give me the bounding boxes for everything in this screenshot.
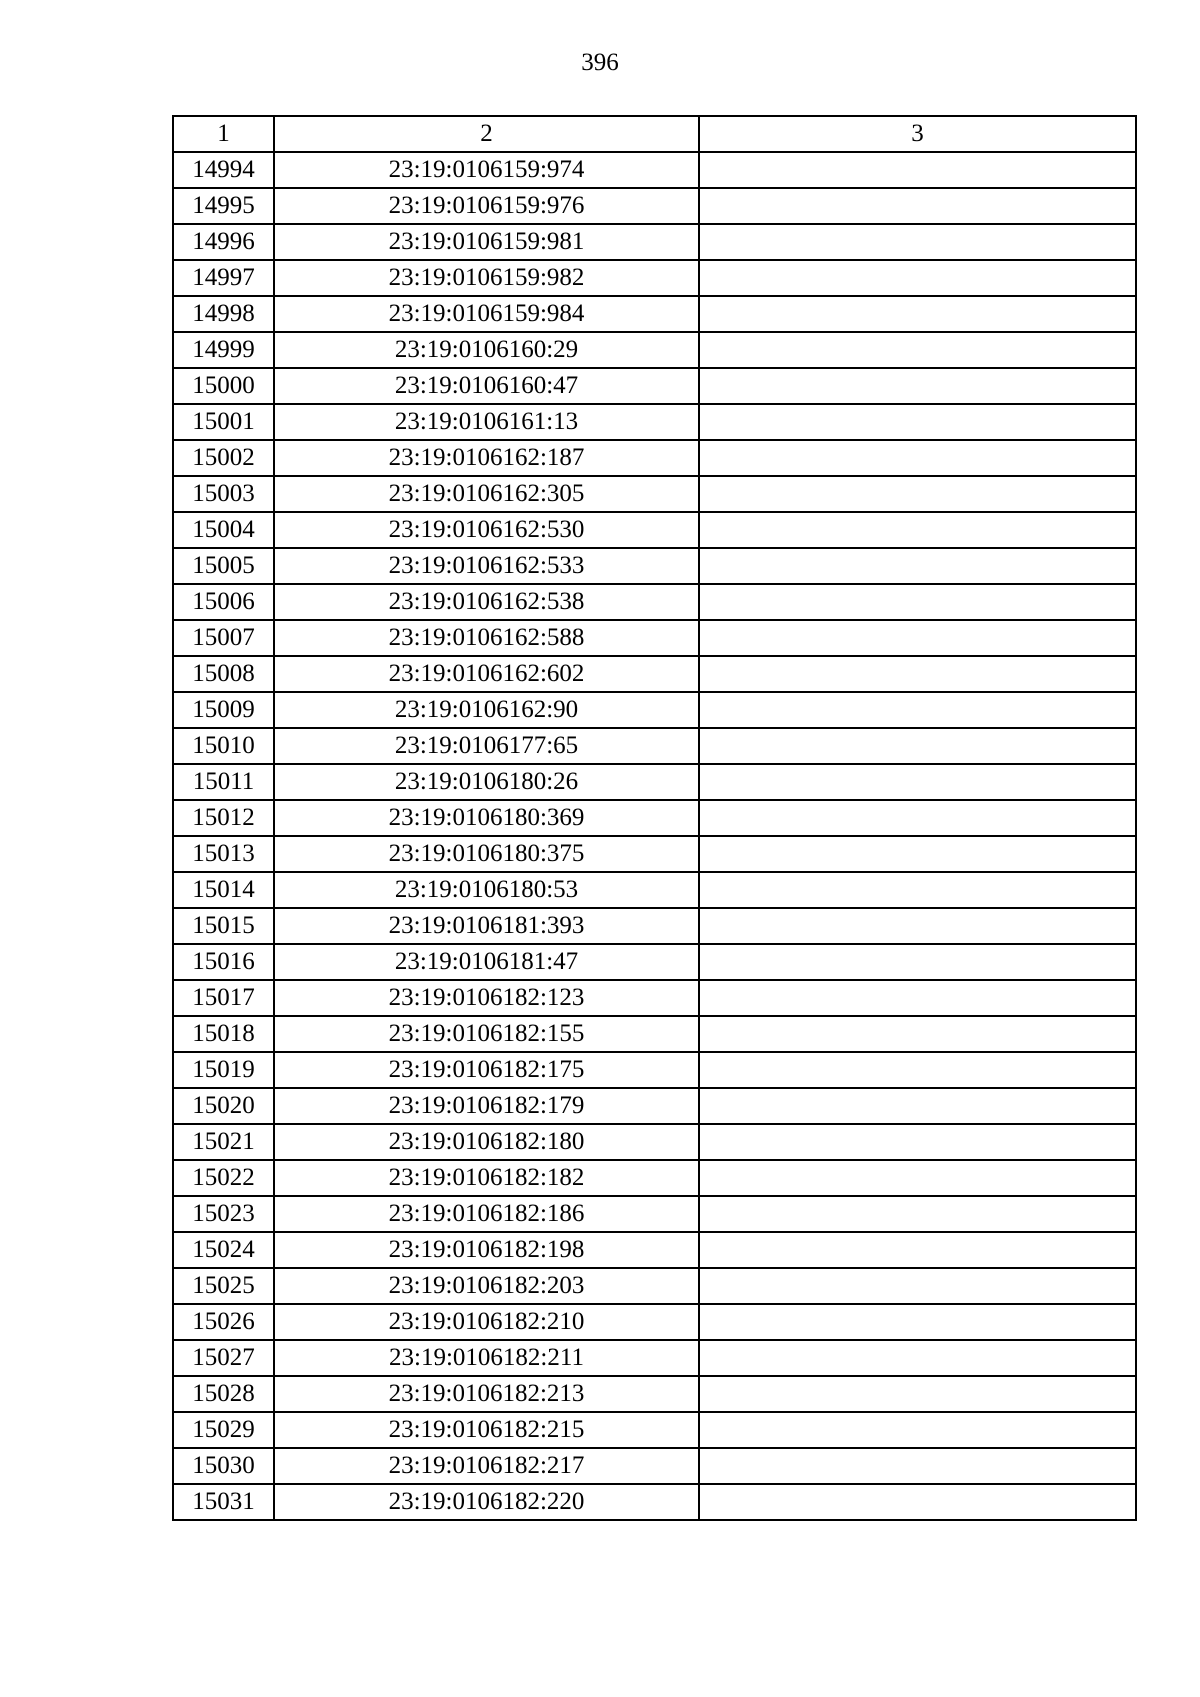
row-number-cell: 15022	[173, 1160, 274, 1196]
row-number-cell: 15019	[173, 1052, 274, 1088]
note-cell	[699, 332, 1136, 368]
note-cell	[699, 1376, 1136, 1412]
cadastral-number-cell: 23:19:0106182:210	[274, 1304, 699, 1340]
note-cell	[699, 1124, 1136, 1160]
cadastral-number-cell: 23:19:0106180:375	[274, 836, 699, 872]
table-header	[173, 116, 1136, 152]
table-row	[173, 800, 1136, 836]
note-cell	[699, 260, 1136, 296]
table-row	[173, 404, 1136, 440]
row-number-cell: 15015	[173, 908, 274, 944]
note-cell	[699, 1160, 1136, 1196]
note-cell	[699, 728, 1136, 764]
table-row	[173, 1160, 1136, 1196]
row-number-cell: 15009	[173, 692, 274, 728]
table-body	[173, 152, 1136, 1520]
cadastral-number-cell: 23:19:0106161:13	[274, 404, 699, 440]
row-number-cell: 15008	[173, 656, 274, 692]
row-number-cell: 15030	[173, 1448, 274, 1484]
table-row	[173, 764, 1136, 800]
note-cell	[699, 980, 1136, 1016]
row-number-cell: 14995	[173, 188, 274, 224]
table-row	[173, 1196, 1136, 1232]
cadastral-number-cell: 23:19:0106182:220	[274, 1484, 699, 1520]
cadastral-number-cell: 23:19:0106162:187	[274, 440, 699, 476]
note-cell	[699, 512, 1136, 548]
table-row	[173, 1340, 1136, 1376]
table-row	[173, 728, 1136, 764]
note-cell	[699, 1412, 1136, 1448]
table-row	[173, 1376, 1136, 1412]
table-row	[173, 476, 1136, 512]
cadastral-number-cell: 23:19:0106162:588	[274, 620, 699, 656]
note-cell	[699, 368, 1136, 404]
table-row	[173, 440, 1136, 476]
row-number-cell: 15014	[173, 872, 274, 908]
cadastral-number-cell: 23:19:0106182:180	[274, 1124, 699, 1160]
row-number-cell: 14994	[173, 152, 274, 188]
row-number-cell: 15010	[173, 728, 274, 764]
cadastral-number-cell: 23:19:0106159:974	[274, 152, 699, 188]
table-row	[173, 512, 1136, 548]
header-col-2: 2	[274, 116, 699, 152]
table-row	[173, 1268, 1136, 1304]
note-cell	[699, 440, 1136, 476]
row-number-cell: 14998	[173, 296, 274, 332]
cadastral-number-cell: 23:19:0106159:976	[274, 188, 699, 224]
cadastral-number-cell: 23:19:0106182:215	[274, 1412, 699, 1448]
table-row	[173, 260, 1136, 296]
cadastral-number-cell: 23:19:0106180:369	[274, 800, 699, 836]
note-cell	[699, 584, 1136, 620]
table-row	[173, 1304, 1136, 1340]
table-row	[173, 1088, 1136, 1124]
table-row	[173, 1484, 1136, 1520]
row-number-cell: 15018	[173, 1016, 274, 1052]
cadastral-number-cell: 23:19:0106162:530	[274, 512, 699, 548]
cadastral-number-cell: 23:19:0106177:65	[274, 728, 699, 764]
note-cell	[699, 296, 1136, 332]
row-number-cell: 14999	[173, 332, 274, 368]
table-row	[173, 152, 1136, 188]
note-cell	[699, 908, 1136, 944]
page-number: 396	[581, 49, 619, 76]
row-number-cell: 15027	[173, 1340, 274, 1376]
table-row	[173, 692, 1136, 728]
note-cell	[699, 764, 1136, 800]
cadastral-number-cell: 23:19:0106182:182	[274, 1160, 699, 1196]
note-cell	[699, 944, 1136, 980]
note-cell	[699, 620, 1136, 656]
cadastral-number-cell: 23:19:0106180:53	[274, 872, 699, 908]
table-row	[173, 1448, 1136, 1484]
cadastral-number-cell: 23:19:0106159:982	[274, 260, 699, 296]
cadastral-number-cell: 23:19:0106182:179	[274, 1088, 699, 1124]
note-cell	[699, 1196, 1136, 1232]
cadastral-number-cell: 23:19:0106182:198	[274, 1232, 699, 1268]
cadastral-number-cell: 23:19:0106162:90	[274, 692, 699, 728]
table-row	[173, 1412, 1136, 1448]
row-number-cell: 15004	[173, 512, 274, 548]
cadastral-number-cell: 23:19:0106182:186	[274, 1196, 699, 1232]
table-row	[173, 980, 1136, 1016]
table-row	[173, 368, 1136, 404]
note-cell	[699, 1052, 1136, 1088]
cadastral-number-cell: 23:19:0106181:393	[274, 908, 699, 944]
row-number-cell: 15026	[173, 1304, 274, 1340]
note-cell	[699, 1484, 1136, 1520]
row-number-cell: 15012	[173, 800, 274, 836]
row-number-cell: 15021	[173, 1124, 274, 1160]
table-row	[173, 1232, 1136, 1268]
note-cell	[699, 836, 1136, 872]
cadastral-number-cell: 23:19:0106182:123	[274, 980, 699, 1016]
cadastral-number-cell: 23:19:0106162:602	[274, 656, 699, 692]
row-number-cell: 15001	[173, 404, 274, 440]
note-cell	[699, 656, 1136, 692]
cadastral-number-cell: 23:19:0106182:213	[274, 1376, 699, 1412]
row-number-cell: 15013	[173, 836, 274, 872]
cadastral-number-cell: 23:19:0106162:305	[274, 476, 699, 512]
table-row	[173, 224, 1136, 260]
row-number-cell: 15028	[173, 1376, 274, 1412]
cadastral-number-cell: 23:19:0106180:26	[274, 764, 699, 800]
cadastral-table	[172, 115, 1137, 1521]
table-row	[173, 548, 1136, 584]
cadastral-number-cell: 23:19:0106182:211	[274, 1340, 699, 1376]
note-cell	[699, 224, 1136, 260]
cadastral-number-cell: 23:19:0106162:538	[274, 584, 699, 620]
row-number-cell: 15020	[173, 1088, 274, 1124]
header-col-1: 1	[173, 116, 274, 152]
row-number-cell: 15007	[173, 620, 274, 656]
row-number-cell: 15003	[173, 476, 274, 512]
row-number-cell: 15006	[173, 584, 274, 620]
note-cell	[699, 152, 1136, 188]
cadastral-number-cell: 23:19:0106182:217	[274, 1448, 699, 1484]
row-number-cell: 14997	[173, 260, 274, 296]
note-cell	[699, 1232, 1136, 1268]
cadastral-number-cell: 23:19:0106162:533	[274, 548, 699, 584]
header-row	[173, 116, 1136, 152]
note-cell	[699, 1340, 1136, 1376]
table-row	[173, 944, 1136, 980]
table-row	[173, 584, 1136, 620]
cadastral-number-cell: 23:19:0106159:981	[274, 224, 699, 260]
cadastral-number-cell: 23:19:0106160:29	[274, 332, 699, 368]
note-cell	[699, 800, 1136, 836]
table-row	[173, 188, 1136, 224]
note-cell	[699, 548, 1136, 584]
cadastral-number-cell: 23:19:0106159:984	[274, 296, 699, 332]
table-row	[173, 1016, 1136, 1052]
row-number-cell: 14996	[173, 224, 274, 260]
table-row	[173, 332, 1136, 368]
note-cell	[699, 872, 1136, 908]
note-cell	[699, 1448, 1136, 1484]
row-number-cell: 15025	[173, 1268, 274, 1304]
row-number-cell: 15005	[173, 548, 274, 584]
row-number-cell: 15002	[173, 440, 274, 476]
table-row	[173, 836, 1136, 872]
note-cell	[699, 1088, 1136, 1124]
cadastral-number-cell: 23:19:0106182:203	[274, 1268, 699, 1304]
row-number-cell: 15000	[173, 368, 274, 404]
note-cell	[699, 1268, 1136, 1304]
note-cell	[699, 404, 1136, 440]
header-col-3: 3	[699, 116, 1136, 152]
row-number-cell: 15016	[173, 944, 274, 980]
row-number-cell: 15031	[173, 1484, 274, 1520]
note-cell	[699, 692, 1136, 728]
cadastral-number-cell: 23:19:0106160:47	[274, 368, 699, 404]
cadastral-number-cell: 23:19:0106181:47	[274, 944, 699, 980]
row-number-cell: 15011	[173, 764, 274, 800]
table-row	[173, 872, 1136, 908]
row-number-cell: 15017	[173, 980, 274, 1016]
row-number-cell: 15029	[173, 1412, 274, 1448]
row-number-cell: 15024	[173, 1232, 274, 1268]
note-cell	[699, 476, 1136, 512]
note-cell	[699, 188, 1136, 224]
table-row	[173, 296, 1136, 332]
table-row	[173, 656, 1136, 692]
table-row	[173, 620, 1136, 656]
table-row	[173, 1124, 1136, 1160]
cadastral-number-cell: 23:19:0106182:155	[274, 1016, 699, 1052]
cadastral-number-cell: 23:19:0106182:175	[274, 1052, 699, 1088]
note-cell	[699, 1016, 1136, 1052]
note-cell	[699, 1304, 1136, 1340]
table-row	[173, 1052, 1136, 1088]
table-row	[173, 908, 1136, 944]
row-number-cell: 15023	[173, 1196, 274, 1232]
